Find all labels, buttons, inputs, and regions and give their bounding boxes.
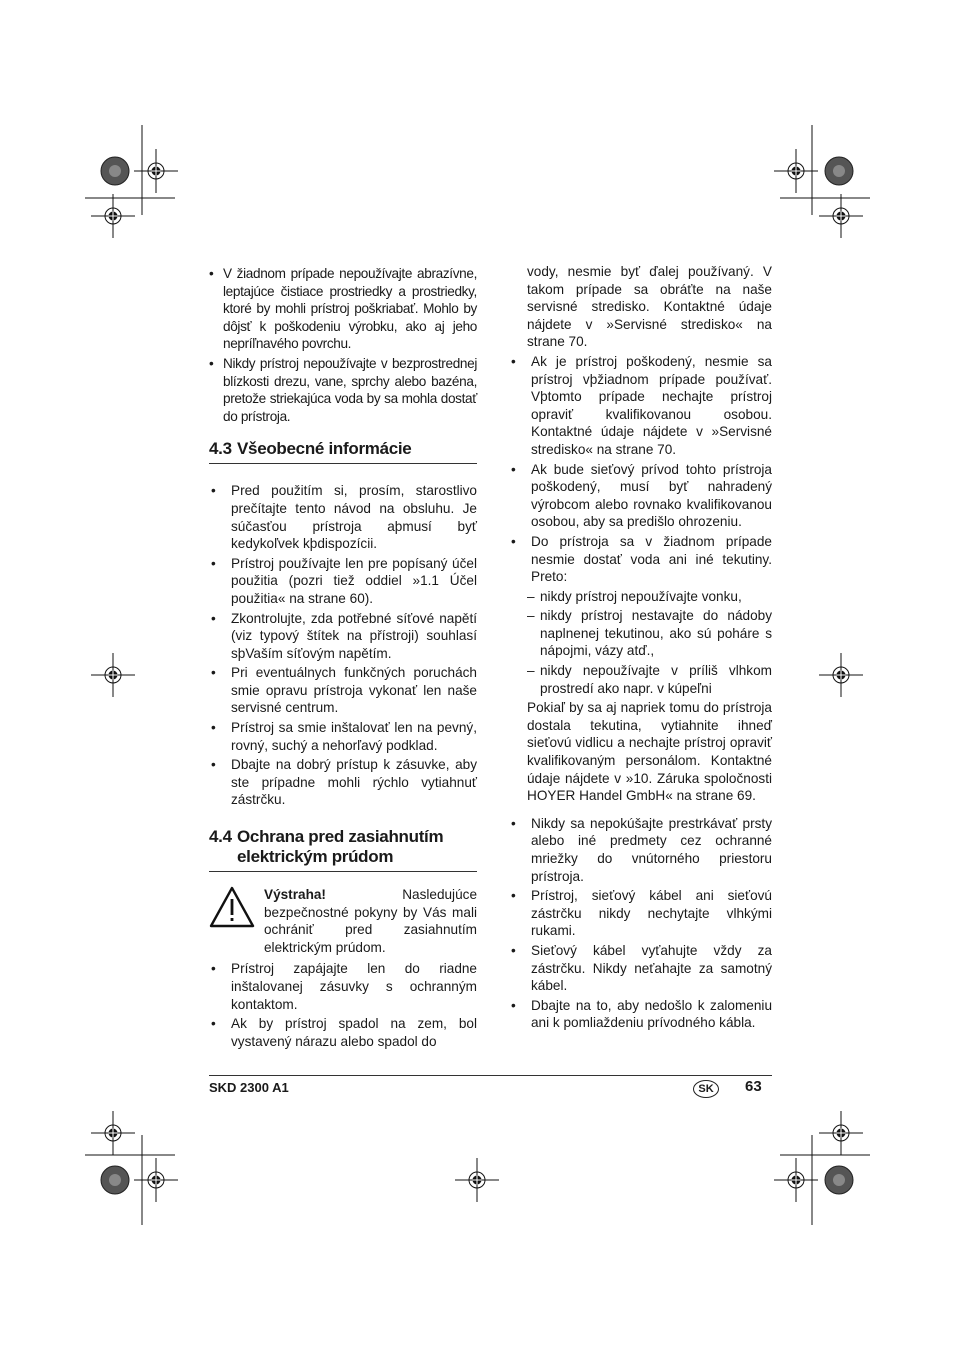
footer-model: SKD 2300 A1: [209, 1080, 289, 1095]
list-item: • Ak bude sieťový prívod tohto prístroja poškodený, musí byť nahradený výrobcom alebo rovnako kvalifikovanou osobou, aby sa predišlo ohrozeniu.: [509, 461, 772, 531]
language-badge: SK: [693, 1080, 719, 1098]
section-title: Všeobecné informácie: [237, 439, 412, 459]
list-item: • Do prístroja sa v žiadnom prípade nesmie dostať voda ani iné tekutiny. Preto:: [509, 533, 772, 586]
list-item: • Dbajte na to, aby nedošlo k zalomeniu ani k pomliaždeniu prívodného kábla.: [509, 997, 772, 1032]
warning-text: Nasledujúce bezpečnostné pokyny by Vás mali ochrániť pred zasiahnutím elektrickým prúdom.: [264, 887, 477, 955]
list-item: • Prístroj zapájajte len do riadne inštalovanej zásuvky s ochranným kontaktom.: [209, 960, 477, 1013]
list-item: • Nikdy prístroj nepoužívajte v bezprostrednej blízkosti drezu, vane, sprchy alebo bazéna, pretože striekajúca voda by sa mohla dostať do prístroja.: [209, 355, 477, 425]
list-item: • Nikdy sa nepokúšajte prestrkávať prsty alebo iné predmety cez ochranné mriežky do vnútorného priestoru prístroja.: [509, 815, 772, 885]
list-item: • Prístroj, sieťový kábel ani sieťovú zástrčku nikdy nechytajte vlhkými rukami.: [509, 887, 772, 940]
dash-item: – nikdy nepoužívajte v príliš vlhkom prostredí ako napr. v kúpeľni: [527, 662, 772, 697]
list-item: • Pred použitím si, prosím, starostlivo prečítajte tento návod na obsluhu. Je súčasťou prístroja aþmusí byť kedykoľvek kþdispozícii.: [209, 482, 477, 552]
continuation-paragraph: vody, nesmie byť ďalej používaný. V takom prípade sa obráťte na naše servisné stredisko. Kontaktné údaje nájdete v »Servisné stredisko« na strane 70.: [527, 264, 772, 350]
dash-item: – nikdy prístroj nestavajte do nádoby naplnenej tekutinou, ako sú poháre s nápojmi, vázy atď.,: [527, 607, 772, 660]
list-item: • Zkontrolujte, zda potřebné síťové napětí (viz typový štítek na přístroji) souhlasí sþVaším síťovým napětím.: [209, 610, 477, 663]
list-item: • Sieťový kábel vyťahujte vždy za zástrčku. Nikdy neťahajte za samotný kábel.: [509, 942, 772, 995]
list-item: • V žiadnom prípade nepoužívajte abrazívne, leptajúce čistiace prostriedky a prostriedky, ktoré by mohli prístroj poškriabať. Mohlo by dôjsť k poškodeniu výrobku, ako aj jeho nepríľnavého povrchu.: [209, 265, 477, 353]
section-number: 4.4: [209, 827, 232, 847]
page-number: 63: [745, 1078, 762, 1095]
list-item: • Prístroj používajte len pre popísaný účel použitia (pozri tiež oddiel »1.1 Účel použitia« na strane 60).: [209, 555, 477, 608]
warning-label: Výstraha!: [264, 887, 326, 903]
section-title-line2: elektrickým prúdom: [237, 847, 394, 867]
list-item: • Prístroj sa smie inštalovať len na pevný, rovný, suchý a nehorľavý podklad.: [209, 719, 477, 754]
dash-item: – nikdy prístroj nepoužívajte vonku,: [527, 588, 772, 606]
list-item: • Dbajte na dobrý prístup k zásuvke, aby ste prípadne mohli rýchlo vytiahnuť zástrčku.: [209, 756, 477, 809]
list-item: • Ak je prístroj poškodený, nesmie sa prístroj vþžiadnom prípade používať. Vþtomto prípade nechajte prístroj opraviť kvalifikovanou osobou. Kontaktné údaje nájdete v »Servisné stredisko« na strane 70.: [509, 353, 772, 459]
list-item: • Pri eventuálnych funkčných poruchách smie opravu prístroja vykonať len naše servisné centrum.: [209, 664, 477, 717]
section-number: 4.3: [209, 439, 232, 459]
liquid-paragraph: Pokiaľ by sa aj napriek tomu do prístroja dostala tekutina, vytiahnite ihneď sieťovú vidlicu a nechajte prístroj opraviť kvalifikovaným personálom. Kontaktné údaje nájdete v »10. Záruka spoločnosti HOYER Handel GmbH« na strane 69.: [527, 700, 772, 804]
section-title-line1: Ochrana pred zasiahnutím: [237, 827, 444, 847]
list-item: • Ak by prístroj spadol na zem, bol vystavený nárazu alebo spadol do: [209, 1015, 477, 1050]
